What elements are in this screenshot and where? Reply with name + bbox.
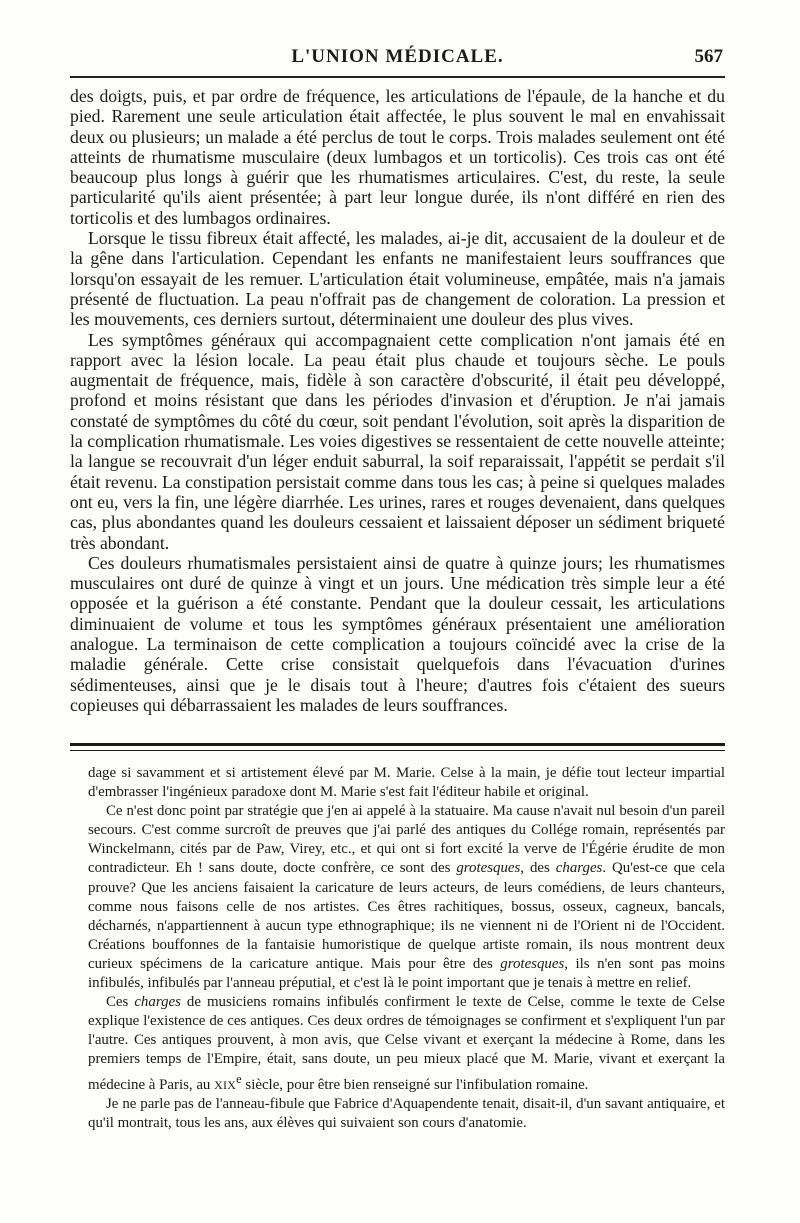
footnote-p3-text-b: de musiciens romains infibulés confirment le texte de Celse, comme le texte de Celse explique l'existence de ces antiques. Ces deux ordres de témoignages se confirment et s'expliquent l'un par l'autre. Ces antiques prouvent, à mon avis, que Celse vivant et exerçant la médecine à Rome, dans les premiers temps de l'Empire, était, sans doute, un peu mieux placé que M. Marie, vivant et exerçant la médecine à Paris, au xyxy=(88,994,725,1093)
header-rule xyxy=(70,76,725,78)
footnote-p2-text-a: Ce n'est donc point par stratégie que j'en ai appelé à la statuaire. Ma cause n'avait nul besoin d'un pareil secours. C'est comme surcroît de preuves que j'ai parlé des antiques du Collége romain, représentés par Winckelmann, cités par de Paw, Virey, etc., et qui ont si fort excité la verve de l'Égérie érudite de mon contradicteur. Eh ! sans doute, docte confrère, ce sont des xyxy=(88,803,725,877)
main-text xyxy=(70,86,725,715)
running-title: L'UNION MÉDICALE. xyxy=(291,46,504,67)
footnote-p2-text-d: , ils n'en sont pas moins infibulés, infibulés par l'anneau préputial, et c'est là le point important que je tenais à mettre en relief. xyxy=(88,955,725,992)
page-number: 567 xyxy=(694,46,723,67)
main-paragraph-2: Lorsque le tissu fibreux était affecté, les malades, ai-je dit, accusaient de la douleur et de la gêne dans l'articulation. Cependant les enfants ne manifestaient leurs souffrances que lorsqu'on essayait de les remuer. L'articulation était volumineuse, empâtée, mais n'a jamais présenté de fluctuation. La peau n'offrait pas de changement de coloration. La pression et les mouvements, ces derniers surtout, déterminaient une douleur des plus vives. xyxy=(70,228,725,330)
main-paragraph-4: Ces douleurs rhumatismales persistaient ainsi de quatre à quinze jours; les rhumatismes musculaires ont duré de quinze à vingt et un jours. Une médication très simple leur a été opposée et la guérison a été constante. Pendant que la douleur cessait, les articulations diminuaient de volume et tous les symptômes généraux présentaient une amélioration analogue. La terminaison de cette complication a toujours coïncidé avec la crise de la maladie générale. Cette crise consistait quelquefois dans l'évacuation d'urines sédimenteuses, ainsi que je le disais tout à l'heure; d'autres fois c'étaient des sueurs copieuses qui débarrassaient les malades de leurs souffrances. xyxy=(70,552,725,715)
page-header xyxy=(70,46,725,76)
footnote-p2-charges: charges xyxy=(555,860,603,877)
footnote-p2-grotesques: grotesques xyxy=(456,860,521,877)
footnote-p3-charges: charges xyxy=(134,994,181,1011)
footnote-p3-text-a: Ces xyxy=(106,994,135,1011)
footnote-paragraph-2 xyxy=(88,802,725,993)
footnote-separator-rule xyxy=(70,743,725,751)
footnote-p2-text-c: . Qu'est-ce que cela prouve? Que les anciens faisaient la caricature de leurs acteurs, de leurs comédiens, de leurs chanteurs, comme nous faisons celle de nos artistes. Ces êtres rachitiques, bossus, osseux, cagneux, bancals, décharnés, n'appartiennent à aucun type ethnographique; ils ne viennent ni de l'Orient ni de l'Occident. Créations bouffonnes de la fantaisie humoristique de quelque artiste romain, ils nous montrent deux curieux spécimens de la caricature antique. Mais pour être des xyxy=(88,860,725,972)
main-paragraph-1: des doigts, puis, et par ordre de fréquence, les articulations de l'épaule, de la hanche et du pied. Rarement une seule articulation était affectée, le plus souvent le mal en envahissait deux ou plusieurs; un malade a été perclus de tout le corps. Trois malades seulement ont été atteints de rhumatisme musculaire (deux lumbagos et un torticolis). Ces trois cas ont été beaucoup plus longs à guérir que les rhumatismes articulaires. C'est, du reste, la seule particularité qu'ils aient présentée; à part leur longue durée, ils n'ont différé en rien des torticolis et des lumbagos ordinaires. xyxy=(70,86,725,228)
footnote-paragraph-4: Je ne parle pas de l'anneau-fibule que Fabrice d'Aquapendente tenait, disait-il, d'un savant antiquaire, et qu'il montrait, tous les ans, aux élèves qui suivaient son cours d'anatomie. xyxy=(88,1095,725,1131)
main-paragraph-3: Les symptômes généraux qui accompagnaient cette complication n'ont jamais été en rapport avec la lésion locale. La peau était plus chaude et toujours sèche. Le pouls augmentait de fréquence, mais, fidèle à son caractère d'obscurité, il était peu développé, profond et moins résistant que dans les périodes d'invasion et d'éruption. Je n'ai jamais constaté de symptômes du côté du cœur, soit pendant l'évolution, soit après la disparition de la complication rhumatismale. Les voies digestives se ressentaient de cette nouvelle atteinte; la langue se recouvrait d'un léger enduit saburral, la soif reparaissait, l'appétit se perdait s'il était revenu. La constipation persistait comme dans tous les cas; à peine si quelques malades ont eu, vers la fin, une légère diarrhée. Les urines, rares et rouges devenaient, dans quelques cas, plus abondantes quand les douleurs cessaient et laissaient déposer un sédiment briqueté très abondant. xyxy=(70,329,725,553)
footnote-p2-grotesques-2: grotesques xyxy=(500,955,565,972)
footnote-p2-text-b: , des xyxy=(520,860,556,877)
footnote-p3-text-c: siècle, pour être bien renseigné sur l'infibulation romaine. xyxy=(241,1076,589,1093)
footnote-p3-century: XIX xyxy=(214,1077,237,1092)
footnote-paragraph-1: dage si savamment et si artistement élevé par M. Marie. Celse à la main, je défie tout lecteur impartial d'embrasser l'ingénieux paradoxe dont M. Marie s'est fait l'éditeur habile et original. xyxy=(88,765,725,801)
footnote-p3-century-suffix: e xyxy=(236,1071,242,1086)
footnote-paragraph-3 xyxy=(88,993,725,1094)
footnote-text xyxy=(88,764,725,1133)
